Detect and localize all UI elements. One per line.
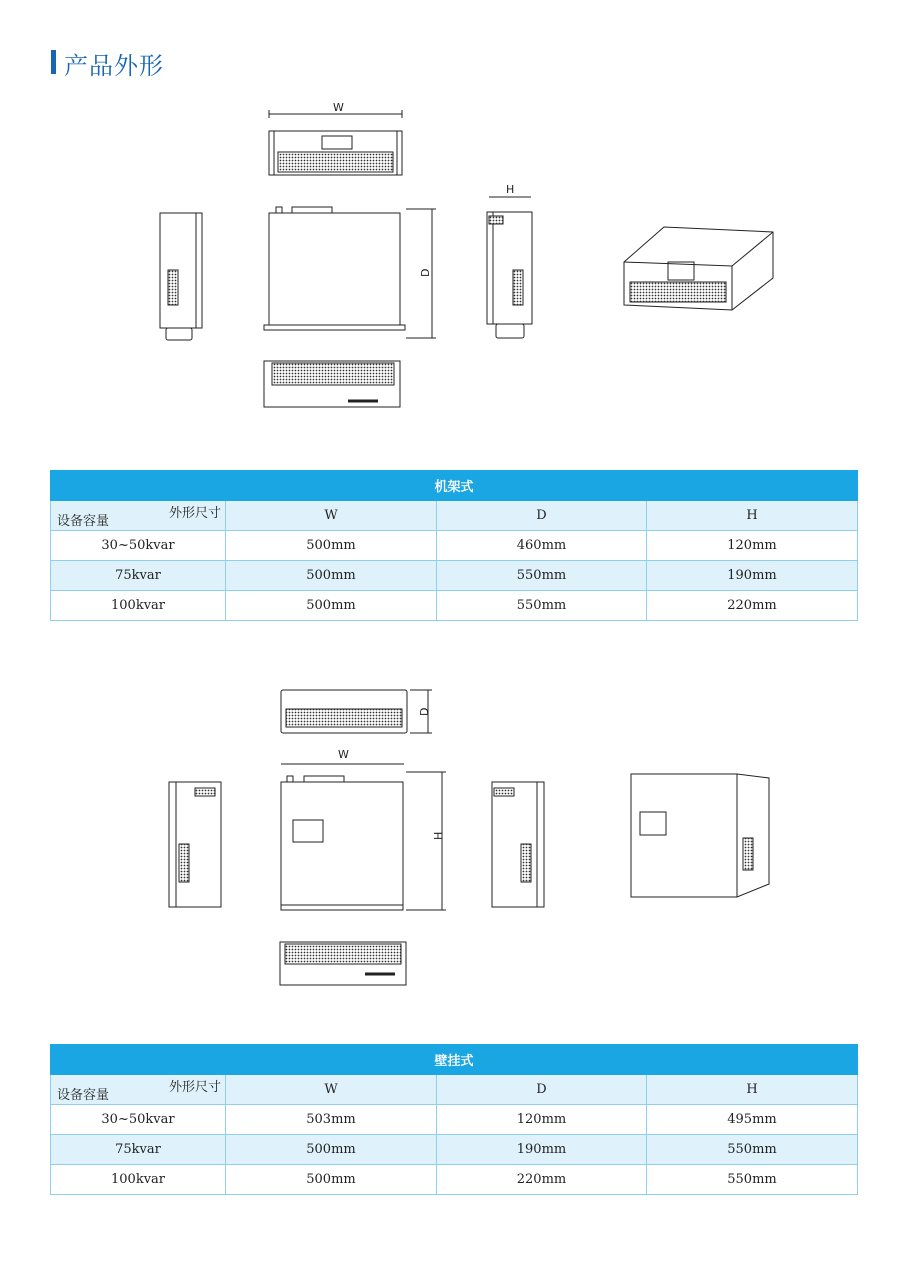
table-cell: 500mm bbox=[226, 1135, 437, 1165]
table-row bbox=[51, 531, 858, 561]
table-cell: 550mm bbox=[437, 591, 647, 621]
table-cell: 75kvar bbox=[51, 561, 226, 591]
column-header: H bbox=[647, 1075, 858, 1105]
table-row bbox=[51, 1135, 858, 1165]
table-cell: 550mm bbox=[647, 1165, 858, 1195]
table-row bbox=[51, 591, 858, 621]
table-cell: 100kvar bbox=[51, 591, 226, 621]
table-cell: 550mm bbox=[647, 1135, 858, 1165]
table-cell: 190mm bbox=[437, 1135, 647, 1165]
table-cell: 500mm bbox=[226, 561, 437, 591]
corner-bottom-label: 设备容量 bbox=[57, 1088, 110, 1103]
dim-d-label: D bbox=[418, 707, 431, 716]
table-cell: 495mm bbox=[647, 1105, 858, 1135]
dim-h-label: H bbox=[506, 183, 515, 196]
wall-mount-drawing bbox=[0, 680, 900, 1000]
table-cell: 120mm bbox=[437, 1105, 647, 1135]
table-cell: 500mm bbox=[226, 1165, 437, 1195]
table-cell: 190mm bbox=[647, 561, 858, 591]
rack-spec-table bbox=[50, 470, 858, 621]
table-cell: 550mm bbox=[437, 561, 647, 591]
corner-top-label: 外形尺寸 bbox=[168, 1080, 221, 1095]
table-cell: 100kvar bbox=[51, 1165, 226, 1195]
table-cell: 460mm bbox=[437, 531, 647, 561]
table-heading: 机架式 bbox=[51, 471, 858, 501]
corner-cell bbox=[51, 1075, 226, 1105]
column-header: D bbox=[437, 501, 647, 531]
table-row bbox=[51, 1105, 858, 1135]
corner-top-label: 外形尺寸 bbox=[168, 506, 221, 521]
dim-d-label: D bbox=[419, 268, 432, 277]
table-row bbox=[51, 561, 858, 591]
title-accent-bar bbox=[51, 50, 56, 74]
column-header: W bbox=[226, 1075, 437, 1105]
section-title: 产品外形 bbox=[64, 52, 164, 80]
table-row bbox=[51, 1165, 858, 1195]
table-cell: 75kvar bbox=[51, 1135, 226, 1165]
table-cell: 120mm bbox=[647, 531, 858, 561]
table-cell: 500mm bbox=[226, 531, 437, 561]
wall-spec-table bbox=[50, 1044, 858, 1195]
corner-cell bbox=[51, 501, 226, 531]
table-cell: 30~50kvar bbox=[51, 1105, 226, 1135]
column-header: H bbox=[647, 501, 858, 531]
column-header: D bbox=[437, 1075, 647, 1105]
corner-bottom-label: 设备容量 bbox=[57, 514, 110, 529]
table-cell: 503mm bbox=[226, 1105, 437, 1135]
table-cell: 30~50kvar bbox=[51, 531, 226, 561]
table-cell: 500mm bbox=[226, 591, 437, 621]
column-header: W bbox=[226, 501, 437, 531]
table-heading: 壁挂式 bbox=[51, 1045, 858, 1075]
dim-w-label: W bbox=[338, 748, 349, 761]
table-cell: 220mm bbox=[437, 1165, 647, 1195]
dim-h-label: H bbox=[432, 831, 445, 840]
table-cell: 220mm bbox=[647, 591, 858, 621]
rack-mount-drawing bbox=[0, 95, 900, 415]
dim-w-label: W bbox=[333, 101, 344, 114]
